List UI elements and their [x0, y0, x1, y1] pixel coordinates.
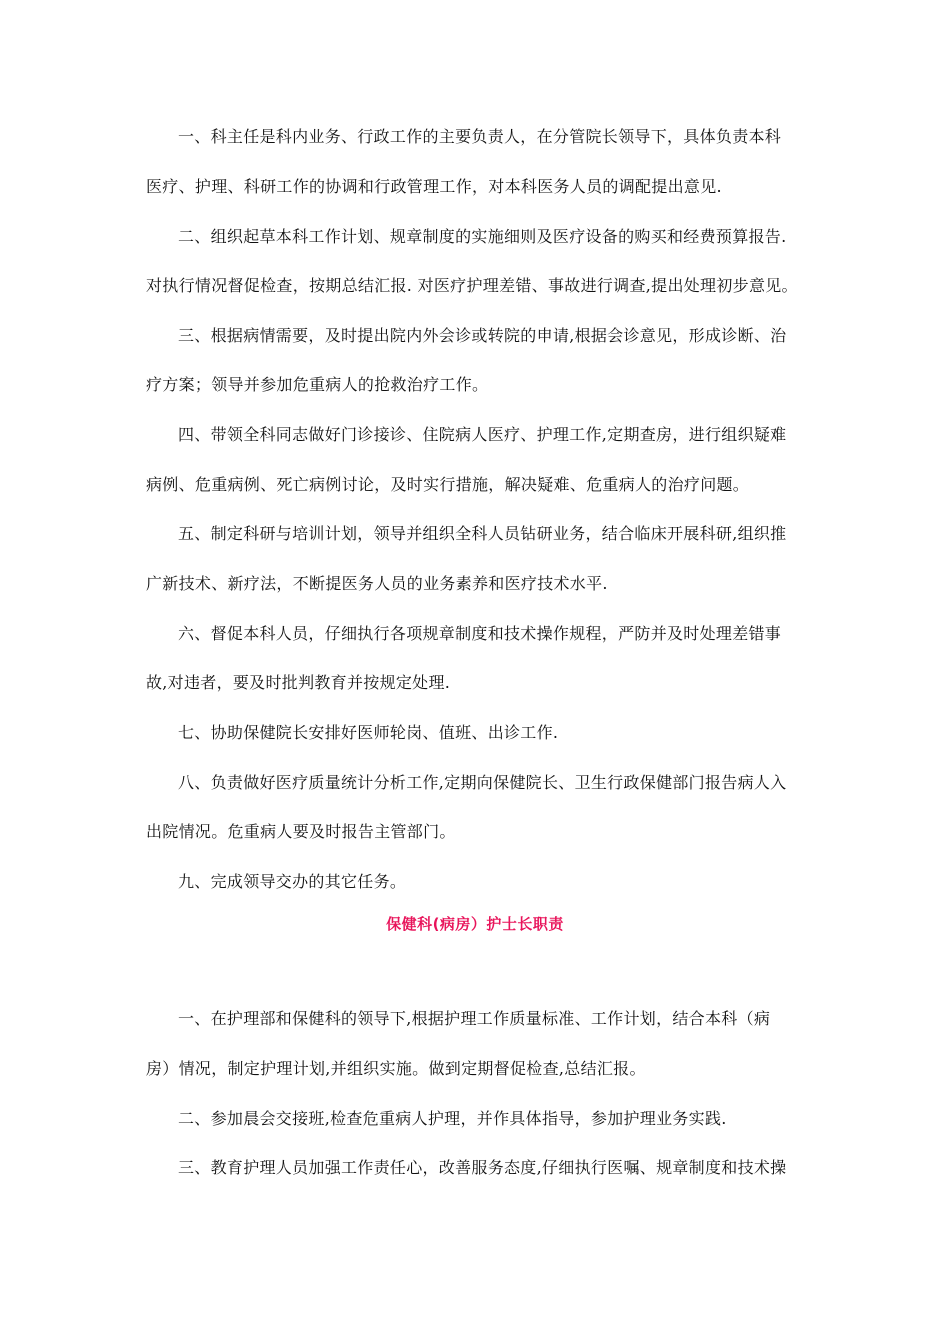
paragraph-8-line-1: 八、负责做好医疗质量统计分析工作,定期向保健院长、卫生行政保健部门报告病人入 [178, 773, 787, 792]
paragraph-3-line-2: 疗方案；领导并参加危重病人的抢救治疗工作。 [146, 375, 489, 394]
nurse-paragraph-3-line-1: 三、教育护理人员加强工作责任心，改善服务态度,仔细执行医嘱、规章制度和技术操 [178, 1158, 787, 1177]
paragraph-6-line-1: 六、督促本科人员，仔细执行各项规章制度和技术操作规程，严防并及时处理差错事 [178, 624, 782, 643]
paragraph-5-line-1: 五、制定科研与培训计划，领导并组织全科人员钻研业务，结合临床开展科研,组织推 [178, 524, 787, 543]
paragraph-3-line-1: 三、根据病情需要，及时提出院内外会诊或转院的申请,根据会诊意见，形成诊断、治 [178, 326, 787, 345]
nurse-paragraph-1-line-2: 房）情况，制定护理计划,并组织实施。做到定期督促检查,总结汇报。 [146, 1059, 646, 1078]
paragraph-8-line-2: 出院情况。危重病人要及时报告主管部门。 [146, 822, 456, 841]
nurse-paragraph-1-line-1: 一、在护理部和保健科的领导下,根据护理工作质量标准、工作计划，结合本科（病 [178, 1009, 771, 1028]
paragraph-5-line-2: 广新技术、新疗法，不断提医务人员的业务素养和医疗技术水平. [146, 574, 608, 593]
paragraph-2-line-1: 二、组织起草本科工作计划、规章制度的实施细则及医疗设备的购买和经费预算报告. [178, 227, 787, 246]
paragraph-9-line-1: 九、完成领导交办的其它任务。 [178, 872, 407, 891]
paragraph-6-line-2: 故,对违者，要及时批判教育并按规定处理. [146, 673, 451, 692]
paragraph-7-line-1: 七、协助保健院长安排好医师轮岗、值班、出诊工作. [178, 723, 559, 742]
nurse-paragraph-2-line-1: 二、参加晨会交接班,检查危重病人护理，并作具体指导，参加护理业务实践. [178, 1109, 727, 1128]
paragraph-4-line-2: 病例、危重病例、死亡病例讨论，及时实行措施，解决疑难、危重病人的治疗问题。 [146, 475, 750, 494]
paragraph-4-line-1: 四、带领全科同志做好门诊接诊、住院病人医疗、护理工作,定期查房，进行组织疑难 [178, 425, 787, 444]
paragraph-1-line-1: 一、科主任是科内业务、行政工作的主要负责人，在分管院长领导下，具体负责本科 [178, 127, 782, 146]
paragraph-2-line-2: 对执行情况督促检查，按期总结汇报. 对医疗护理差错、事故进行调查,提出处理初步意见。 [146, 276, 798, 295]
section-2-title: 保健科(病房）护士长职责 [386, 915, 564, 933]
paragraph-1-line-2: 医疗、护理、科研工作的协调和行政管理工作，对本科医务人员的调配提出意见. [146, 177, 722, 196]
